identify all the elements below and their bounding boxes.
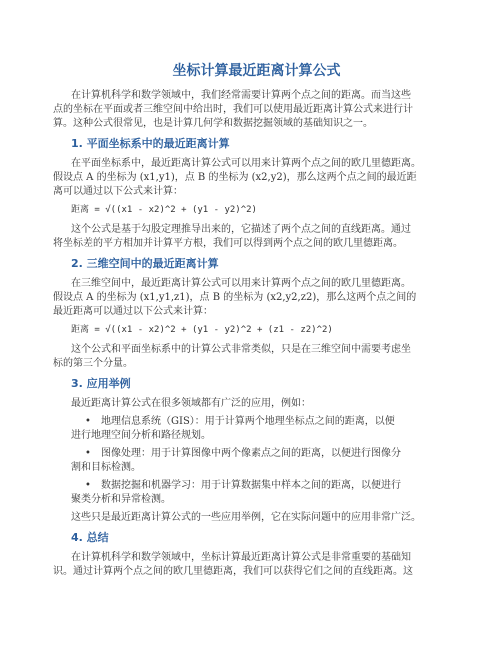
intro-line: 点的坐标在平面或者三维空间中给出时，我们可以使用最近距离计算公式来进行计 [53, 104, 413, 115]
section-2-explanation [53, 343, 442, 371]
paragraph-line: 标的第三个分量。 [53, 358, 133, 369]
list-item-text: 图像处理：用于计算图像中两个像素点之间的距离，以便进行图像分 [101, 448, 401, 459]
intro-line: 在计算机科学和数学领域中，我们经常需要计算两个点之间的距离。而当这些 [71, 90, 411, 101]
section-1-explanation [53, 223, 442, 251]
section-heading-3: 3. 应用举例 [71, 377, 131, 390]
bullet-icon: • [85, 448, 91, 459]
list-item [71, 479, 442, 507]
section-1-paragraph [53, 157, 442, 199]
list-item [71, 415, 442, 443]
list-item [71, 447, 442, 475]
section-2-paragraph [53, 277, 442, 319]
paragraph-line: 离可以通过以下公式来计算： [53, 186, 183, 197]
section-3-intro: 最近距离计算公式在很多领域都有广泛的应用，例如： [71, 398, 311, 409]
list-item-text: 数据挖掘和机器学习：用于计算数据集中样本之间的距离，以便进行 [101, 480, 401, 491]
list-item-continuation: 聚类分析和异常检测。 [71, 494, 171, 505]
paragraph-line: 这个公式和平面坐标系中的计算公式非常类似，只是在三维空间中需要考虑坐 [71, 344, 411, 355]
section-4-paragraph [53, 551, 442, 579]
paragraph-line: 最近距离可以通过以下公式来计算： [53, 306, 213, 317]
page-title: 坐标计算最近距离计算公式 [172, 63, 341, 79]
paragraph-line: 将坐标差的平方相加并计算平方根，我们可以得到两个点之间的欧几里德距离。 [53, 238, 403, 249]
formula-3d: 距离 = √((x1 - x2)^2 + (y1 - y2)^2 + (z1 - z2)^2) [71, 325, 333, 335]
application-list [71, 415, 442, 507]
intro-paragraph [53, 89, 442, 131]
list-item-text: 地理信息系统（GIS）：用于计算两个地理坐标点之间的距离，以便 [101, 416, 395, 427]
section-heading-1: 1. 平面坐标系中的最近距离计算 [71, 137, 230, 150]
paragraph-line: 识。通过计算两个点之间的欧几里德距离，我们可以获得它们之间的直线距离。这 [53, 566, 413, 577]
paragraph-line: 假设点 A 的坐标为 (x1,y1)，点 B 的坐标为 (x2,y2)，那么这两个点之间的最近距 [53, 172, 417, 183]
list-item-continuation: 割和目标检测。 [71, 462, 141, 473]
paragraph-line: 在三维空间中，最近距离计算公式可以用来计算两个点之间的欧几里德距离。 [71, 278, 411, 289]
list-item-continuation: 进行地理空间分析和路径规划。 [71, 430, 211, 441]
section-heading-2: 2. 三维空间中的最近距离计算 [71, 257, 219, 270]
bullet-icon: • [85, 416, 91, 427]
paragraph-line: 在计算机科学和数学领域中，坐标计算最近距离计算公式是非常重要的基础知 [71, 552, 411, 563]
bullet-icon: • [85, 480, 91, 491]
paragraph-line: 在平面坐标系中，最近距离计算公式可以用来计算两个点之间的欧几里德距离。 [71, 158, 421, 169]
intro-line: 算。这种公式很常见，也是计算几何学和数据挖掘领域的基础知识之一。 [53, 118, 373, 129]
paragraph-line: 假设点 A 的坐标为 (x1,y1,z1)，点 B 的坐标为 (x2,y2,z2)，那么这两个点之间的 [53, 292, 417, 303]
section-heading-4: 4. 总结 [71, 531, 109, 544]
paragraph-line: 这个公式是基于勾股定理推导出来的，它描述了两个点之间的直线距离。通过 [71, 224, 411, 235]
formula-2d: 距离 = √((x1 - x2)^2 + (y1 - y2)^2) [71, 205, 257, 215]
section-3-outro: 这些只是最近距离计算公式的一些应用举例，它在实际问题中的应用非常广泛。 [71, 512, 421, 523]
